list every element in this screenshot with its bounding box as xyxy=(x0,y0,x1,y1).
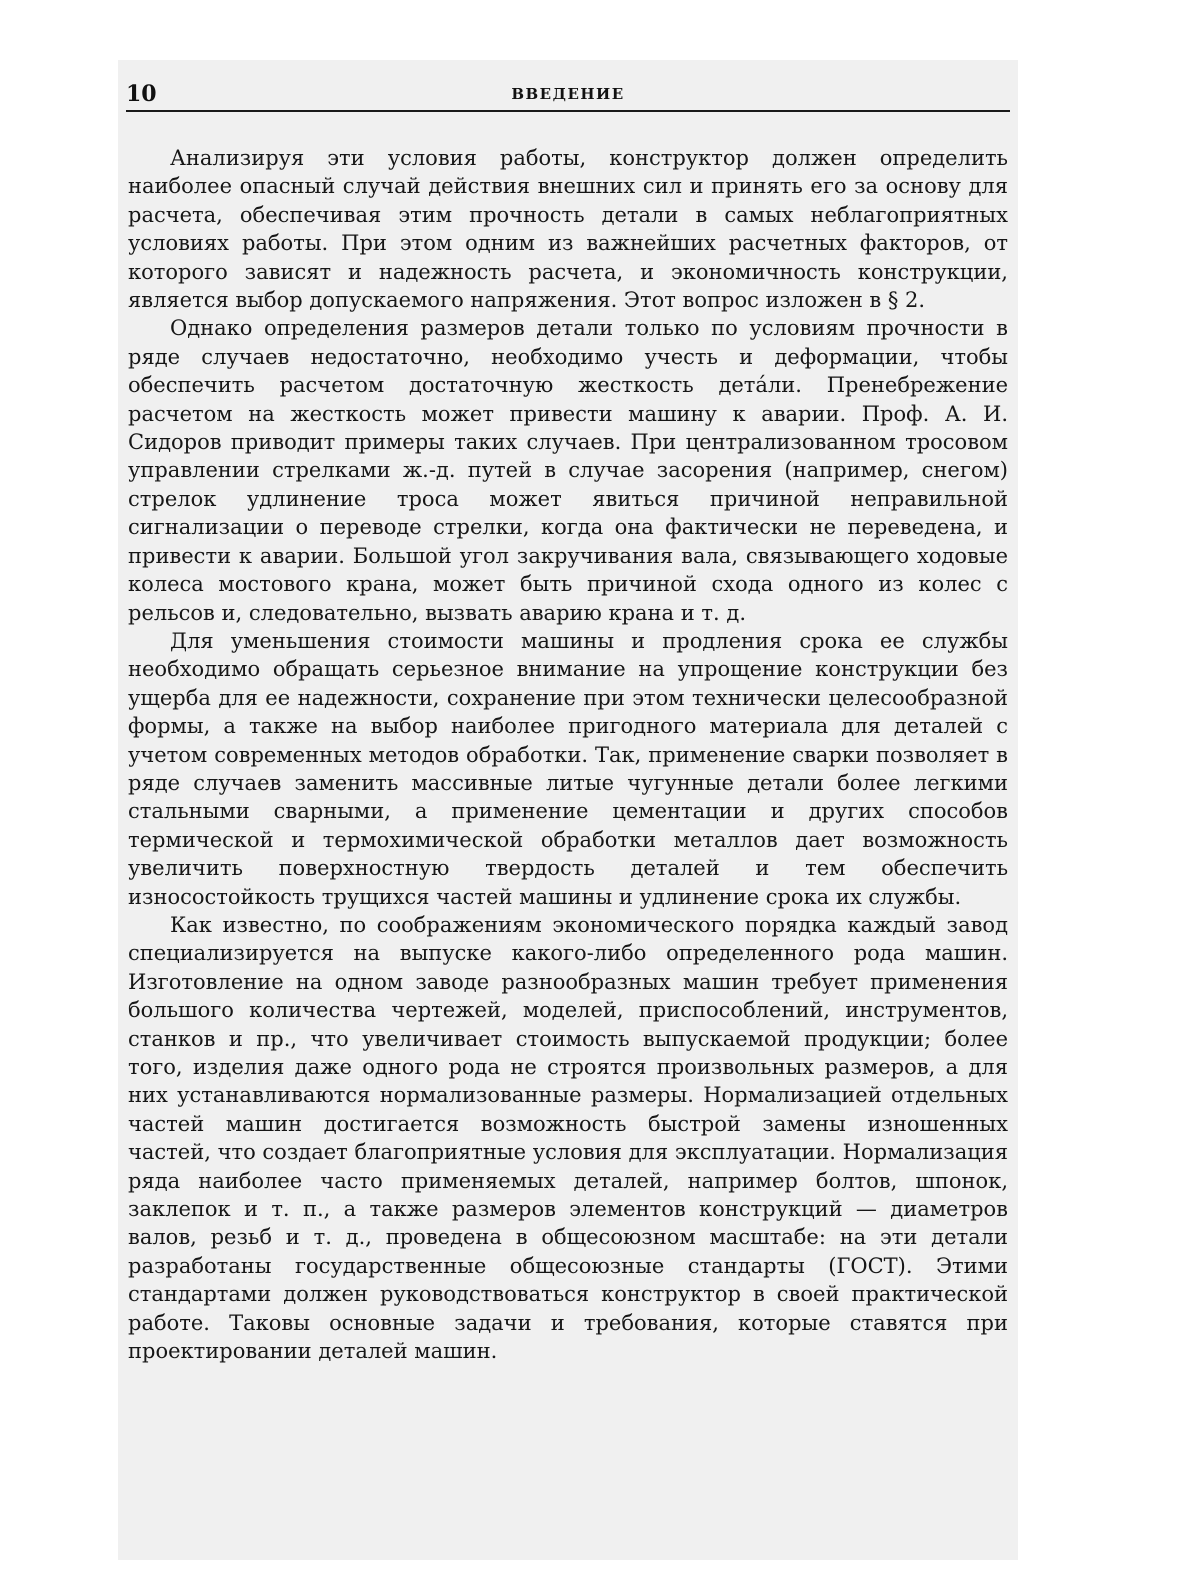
paragraph-1: Анализируя эти условия работы, конструктор должен определить наиболее опасный случай действия внешних сил и принять его за основу для расчета, обеспечивая этим прочность детали в самых неблагоприятных условиях работы. При этом одним из важнейших расчетных факторов, от которого зависят и надежность расчета, и экономичность конструкции, является выбор допускаемого напряжения. Этот вопрос изложен в § 2. xyxy=(128,146,1008,313)
paragraph-4: Как известно, по соображениям экономического порядка каждый завод специализируется на выпуске какого-либо определенного рода машин. Изготовление на одном заводе разнообразных машин требует применения большого количества чертежей, моделей, приспособлений, инструментов, станков и пр., что увеличивает стоимость выпускаемой продукции; более того, изделия даже одного рода не строятся произвольных размеров, а для них устанавливаются нормализованные размеры. Нормализацией отдельных частей машин достигается возможность быстрой замены изношенных частей, что создает благоприятные условия для эксплуатации. Нормализация ряда наиболее часто применяемых деталей, например болтов, шпонок, заклепок и т. п., а также размеров элементов конструкций — диаметров валов, резьб и т. д., проведена в общесоюзном масштабе: на эти детали разработаны государственные общесоюзные стандарты (ГОСТ). Этими стандартами должен руководствоваться конструктор в своей практической работе. Таковы основные задачи и требования, которые ставятся при проектировании деталей машин. xyxy=(128,912,1008,1364)
page-header xyxy=(126,80,1010,112)
page-number: 10 xyxy=(126,81,157,107)
paragraph-2: Однако определения размеров детали только по условиям прочности в ряде случаев недостаточно, необходимо учесть и деформации, чтобы обеспечить расчетом достаточную жесткость детáли. Пренебрежение расчетом на жесткость может привести машину к аварии. Проф. А. И. Сидоров приводит примеры таких случаев. При централизованном тросовом управлении стрелками ж.-д. путей в случае засорения (например, снегом) стрелок удлинение троса может явиться причиной неправильной сигнализации о переводе стрелки, когда она фактически не переведена, и привести к аварии. Большой угол закручивания вала, связывающего ходовые колеса мостового крана, может быть причиной схода одного из колес с рельсов и, следовательно, вызвать аварию крана и т. д. xyxy=(128,316,1008,625)
running-head: ВВЕДЕНИЕ xyxy=(511,85,625,103)
body-text xyxy=(128,144,1008,1365)
paragraph-3: Для уменьшения стоимости машины и продления срока ее службы необходимо обращать серьезное внимание на упрощение конструкции без ущерба для ее надежности, сохранение при этом технически целесообразной формы, а также на выбор наиболее пригодного материала для деталей с учетом современных методов обработки. Так, применение сварки позволяет в ряде случаев заменить массивные литые чугунные детали более легкими стальными сварными, а применение цементации и других способов термической и термохимической обработки металлов дает возможность увеличить поверхностную твердость деталей и тем обеспечить износостойкость трущихся частей машины и удлинение срока их службы. xyxy=(128,628,1008,909)
